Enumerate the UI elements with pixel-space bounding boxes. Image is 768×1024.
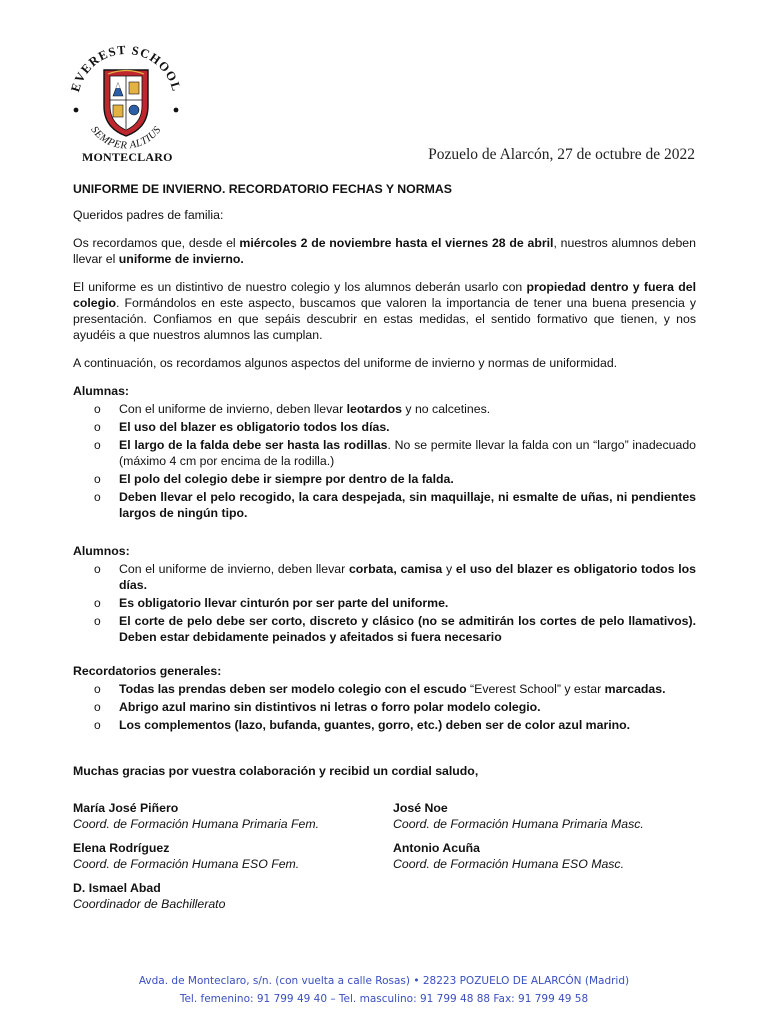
list-item [73,681,696,697]
bold-text: marcadas. [604,682,666,696]
text: Os recordamos que, desde el [73,236,240,250]
text: Con el uniforme de invierno, deben llevar [119,562,349,576]
svg-text:SEMPER ALTIUS: SEMPER ALTIUS [88,124,164,152]
signer-role: Coordinador de Bachillerato [73,897,226,911]
paragraph-intro: A continuación, os recordamos algunos aspectos del uniforme de invierno y normas de uniformidad. [73,356,618,370]
bullet-icon: o [94,490,101,504]
campus-name: MONTECLARO [82,150,173,164]
signature-5 [73,880,225,912]
letter-footer [0,972,768,1008]
bullet-icon: o [94,614,101,628]
svg-text:EVEREST SCHOOL: EVEREST SCHOOL [68,42,184,94]
signer-name: José Noe [393,801,448,815]
section-heading-alumnos: Alumnos: [73,544,130,558]
bold-text: El uso del blazer es obligatorio todos los días. [119,420,390,434]
list-item [73,717,696,733]
bold-text: leotardos [346,402,402,416]
signer-name: D. Ismael Abad [73,881,161,895]
signer-name: Elena Rodríguez [73,841,170,855]
bold-text: el uso del blazer es obligatorio todos los días. [119,562,697,592]
list-item [73,471,696,487]
signature-1 [73,800,319,832]
text: El uniforme es un distintivo de nuestro colegio y los alumnos deberán usarlo con [73,280,527,294]
bold-text: Deben llevar el pelo recogido, la cara despejada, sin maquillaje, ni esmalte de uñas, ni pendientes largos de ningún tipo. [119,490,696,520]
bold-text: Es obligatorio llevar cinturón por ser parte del uniforme. [119,596,449,610]
bullet-icon: o [94,596,101,610]
list-alumnos [73,561,696,645]
closing-line: Muchas gracias por vuestra colaboración y recibid un cordial saludo, [73,764,479,778]
text: . Formándolos en este aspecto, buscamos que valoren la importancia de tener una buena presencia y presentación. Confiamos en que sepáis descubrir en estas medidas, el sentido formativo que tienen, y nos ayudéis a que nuestros alumnos las cumplan. [73,296,696,342]
signer-role: Coord. de Formación Humana Primaria Fem. [73,817,320,831]
letter-body [73,181,696,779]
bold-text: Todas las prendas deben ser modelo colegio con el escudo [119,682,471,696]
list-item [73,561,696,593]
bullet-icon: o [94,472,101,486]
signature-4 [393,840,624,872]
paragraph-dates [73,235,696,267]
signature-3 [73,840,299,872]
signer-role: Coord. de Formación Humana ESO Masc. [393,857,624,871]
paragraph-uniform [73,279,696,343]
bold-text: El largo de la falda debe ser hasta las rodillas [119,438,388,452]
bold-text: miércoles 2 de noviembre hasta el viernes 28 de abril [239,236,554,250]
bullet-icon: o [94,420,101,434]
bullet-icon: o [94,682,101,696]
section-heading-generales: Recordatorios generales: [73,664,222,678]
signature-2 [393,800,644,832]
list-item [73,489,696,521]
greeting: Queridos padres de familia: [73,208,224,222]
footer-address: Avda. de Monteclaro, s/n. (con vuelta a calle Rosas) • 28223 POZUELO DE ALARCÓN (Madrid) [138,975,630,987]
signer-name: Antonio Acuña [393,841,480,855]
text: Con el uniforme de invierno, deben llevar [119,402,347,416]
bullet-icon: o [94,718,101,732]
section-heading-alumnas: Alumnas: [73,384,130,398]
footer-phones: Tel. femenino: 91 799 49 40 – Tel. masculino: 91 799 48 88 Fax: 91 799 49 58 [179,993,589,1005]
list-item [73,613,696,645]
list-item [73,419,696,435]
list-item [73,595,696,611]
signer-role: Coord. de Formación Humana ESO Fem. [73,857,300,871]
list-item [73,699,696,715]
list-alumnas [73,401,696,521]
bullet-icon: o [94,562,101,576]
bold-text: El corte de pelo debe ser corto, discreto y clásico (no se admitirán los cortes de pelo llamativos). Deben estar debidamente peinados y afeitados si fuera necesario [119,614,696,644]
bold-text: propiedad dentro y fuera del colegio [73,280,696,310]
bullet-icon: o [94,402,101,416]
text: y [442,562,456,576]
bold-text: Abrigo azul marino sin distintivos ni letras o forro polar modelo colegio. [119,700,541,714]
signer-role: Coord. de Formación Humana Primaria Masc. [393,817,644,831]
bullet-icon: o [94,700,101,714]
list-item [73,401,696,417]
letter-title: UNIFORME DE INVIERNO. RECORDATORIO FECHAS Y NORMAS [73,182,452,196]
text: y estar [560,682,605,696]
text: “Everest School” [470,682,561,696]
bold-text: corbata, camisa [348,562,443,576]
bold-text: uniforme de invierno. [118,252,244,266]
school-logo [62,36,190,160]
date-line: Pozuelo de Alarcón, 27 de octubre de 2022 [428,146,695,163]
list-generales [73,681,696,733]
text: , nuestros alumnos deben llevar el [73,236,696,266]
list-item [73,437,696,469]
text: y no calcetines. [401,402,491,416]
bold-text: El polo del colegio debe ir siempre por dentro de la falda. [119,472,454,486]
bold-text: Los complementos (lazo, bufanda, guantes, gorro, etc.) deben ser de color azul marino. [119,718,631,732]
bullet-icon: o [94,438,101,452]
signer-name: María José Piñero [73,801,179,815]
text: . No se permite llevar la falda con un “largo” inadecuado (máximo 4 cm por encima de la rodilla.) [119,438,697,468]
